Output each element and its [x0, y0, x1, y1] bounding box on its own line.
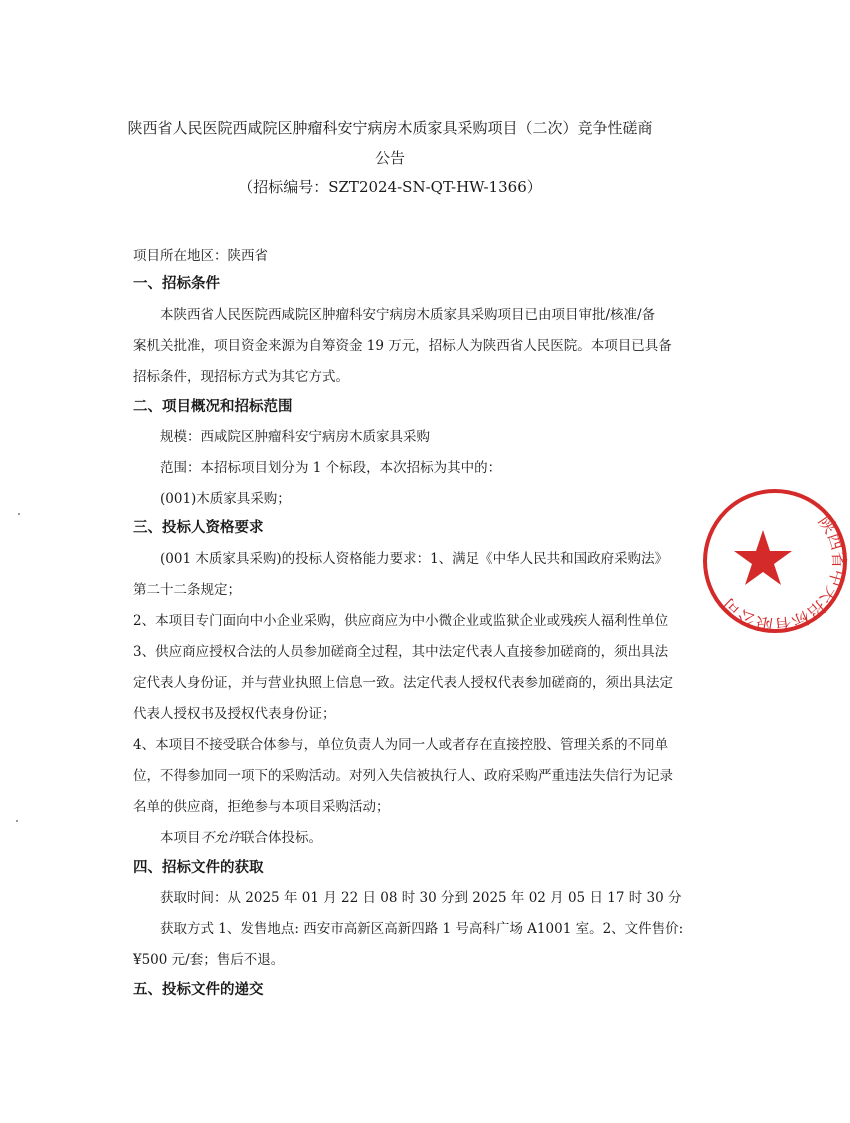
qualification-line: 定代表人身份证，并与营业执照上信息一致。法定代表人授权代表参加磋商的，须出具法定: [133, 675, 673, 691]
title-line-2: 公告: [374, 149, 405, 167]
scan-speck: [16, 820, 18, 822]
qualification-line: 名单的供应商，拒绝参与本项目采购活动；: [133, 799, 390, 815]
qualification-line: 第二十二条规定；: [133, 582, 241, 598]
consortium-emphasis: 不允许: [200, 830, 241, 846]
project-region: 项目所在地区：陕西省: [133, 248, 268, 264]
title-line-1: 陕西省人民医院西咸院区肿瘤科安宁病房木质家具采购项目（二次）竞争性磋商: [127, 119, 653, 137]
company-seal: [700, 486, 850, 636]
section-3-heading: 三、投标人资格要求: [133, 520, 264, 536]
section-1-line: 本陕西省人民医院西咸院区肿瘤科安宁病房木质家具采购项目已由项目审批/核准/备: [160, 307, 656, 323]
consortium-line: [160, 829, 322, 847]
qualification-line: 代表人授权书及授权代表身份证；: [133, 706, 336, 722]
consortium-suffix: 联合体投标。: [241, 830, 322, 846]
scope-line: 范围：本招标项目划分为 1 个标段，本次招标为其中的：: [160, 460, 502, 476]
acquisition-method: 获取方式 1、发售地点: 西安市高新区高新四路 1 号高科广场 A1001 室。2、文件售价:: [160, 921, 684, 937]
qualification-line: 4、本项目不接受联合体参与，单位负责人为同一人或者存在直接控股、管理关系的不同单: [133, 737, 669, 753]
qualification-line: 位，不得参加同一项下的采购活动。对列入失信被执行人、政府采购严重违法失信行为记录: [133, 768, 673, 784]
scan-speck: [18, 513, 20, 515]
section-2-heading: 二、项目概况和招标范围: [133, 399, 293, 415]
acquisition-time: 获取时间：从 2025 年 01 月 22 日 08 时 30 分到 2025 年 02 月 05 日 17 时 30 分: [160, 890, 682, 906]
section-4-heading: 四、招标文件的获取: [133, 860, 264, 876]
lot-line: (001)木质家具采购；: [160, 491, 291, 507]
consortium-prefix: 本项目: [160, 830, 201, 846]
seal-text: 陕西省中天招标有限公司: [718, 512, 849, 635]
scale-line: 规模：西咸院区肿瘤科安宁病房木质家具采购: [160, 429, 430, 445]
section-1-line: 招标条件，现招标方式为其它方式。: [133, 369, 349, 385]
section-5-heading: 五、投标文件的递交: [133, 982, 264, 998]
qualification-line: 2、本项目专门面向中小企业采购，供应商应为中小微企业或监狱企业或残疾人福利性单位: [133, 613, 669, 629]
acquisition-price: ¥500 元/套；售后不退。: [133, 952, 285, 968]
qualification-line: 3、供应商应授权合法的人员参加磋商全过程，其中法定代表人直接参加磋商的，须出具法: [133, 644, 669, 660]
seal-star-icon: [734, 530, 792, 585]
qualification-line: (001 木质家具采购)的投标人资格能力要求：1、满足《中华人民共和国政府采购法》: [160, 551, 669, 567]
bid-number: （招标编号：SZT2024-SN-QT-HW-1366）: [238, 178, 542, 196]
section-1-heading: 一、招标条件: [133, 276, 220, 292]
section-1-line: 案机关批准，项目资金来源为自筹资金 19 万元，招标人为陕西省人民医院。本项目已具备: [133, 338, 672, 354]
